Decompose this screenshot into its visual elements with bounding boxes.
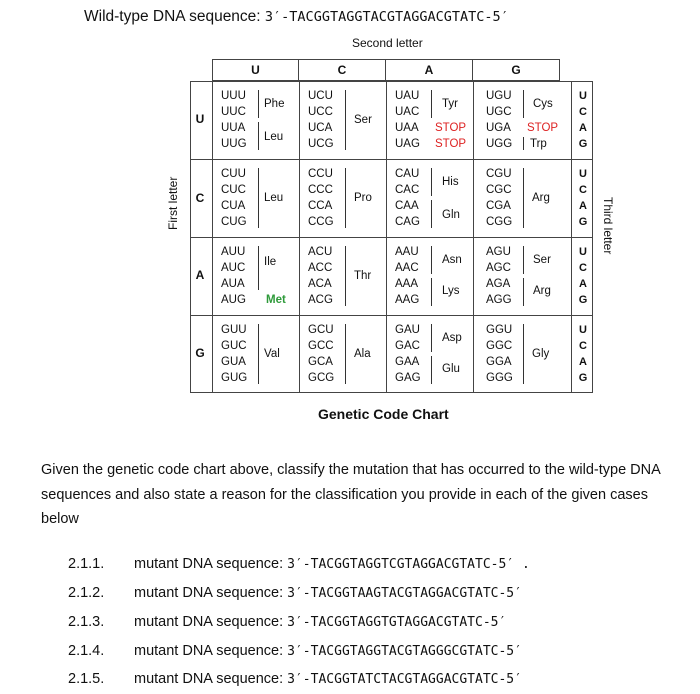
question-label: mutant DNA sequence: [134,643,284,659]
row-letter-u: U [195,112,205,126]
first-letter-label: First letter [166,176,180,230]
amino-acid-gln: Gln [442,209,460,221]
bracket-line [523,168,524,228]
mutant-sequence: 3′-TACGGTAAGTACGTAGGACGTATC-5′ [287,586,522,601]
amino-acid-phe: Phe [264,98,285,110]
amino-acid-cys: Cys [533,98,553,110]
amino-acid-glu: Glu [442,363,460,375]
mutant-sequence: 3′-TACGGTAGGTACGTAGGGCGTATC-5′ [287,644,522,659]
bracket-line [523,137,524,150]
amino-acid-pro: Pro [354,192,372,204]
codon-cell-uc [308,88,384,154]
bracket-line [523,324,524,384]
bracket-line [345,168,346,228]
codon-list: AAU AAC AAA AAG [395,246,420,306]
amino-acid-thr: Thr [354,270,372,282]
row-letter-g: G [195,346,205,360]
question-number: 2.1.1. [68,556,105,572]
stop-label: STOP [527,122,559,134]
amino-acid-leu: Leu [264,131,284,143]
codon-list: GCU GCC GCA GCG [308,324,335,384]
codon-cell-ua [395,88,471,154]
codon-list: GGU GGC GGA GGG [486,324,513,384]
bracket-line [431,168,432,196]
amino-acid-ser: Ser [533,254,551,266]
bracket-line [258,90,259,118]
codon-cell-ag [486,244,570,310]
codon-list: UUU UUC UUA UUG [221,90,247,150]
question-label: mutant DNA sequence: [134,585,284,601]
codon-cell-cc [308,166,384,232]
amino-acid-his: His [442,176,459,188]
third-letter-column: U C A G [578,324,588,384]
amino-acid-arg: Arg [533,285,551,297]
amino-acid-asp: Asp [442,332,462,344]
amino-acid-leu: Leu [264,192,284,204]
bracket-line [523,246,524,274]
codon-cell-ca [395,166,471,232]
codon-list: UAU UAC UAA UAG [395,90,420,150]
column-header-g: G [473,59,560,81]
question-label: mutant DNA sequence: [134,614,284,630]
amino-acid-arg: Arg [532,192,550,204]
column-header-u: U [212,59,299,81]
amino-acid-lys: Lys [442,285,460,297]
question-number: 2.1.4. [68,643,105,659]
third-letter-column: U C A G [578,246,588,306]
third-letter-label: Third letter [601,197,615,255]
amino-acid-gly: Gly [532,348,550,360]
wildtype-label: Wild-type DNA sequence: [84,8,261,25]
codon-cell-ga [395,322,471,388]
grid-divider [190,159,593,160]
column-header-a: A [386,59,473,81]
bracket-line [345,90,346,150]
question-label: mutant DNA sequence: [134,671,284,687]
bracket-line [258,122,259,150]
codon-cell-uu [221,88,297,154]
amino-acid-ala: Ala [354,348,371,360]
row-letter-c: C [195,191,205,205]
codon-list: CCU CCC CCA CCG [308,168,334,228]
row-letter-a: A [195,268,205,282]
bracket-line [431,278,432,306]
amino-acid-tyr: Tyr [442,98,458,110]
codon-list: CUU CUC CUA CUG [221,168,247,228]
instructions-paragraph: Given the genetic code chart above, classify the mutation that has occurred to the wild-type DNA sequences and also state a reason for the classification you provide in each of the given cases below [41,462,660,527]
bracket-line [258,246,259,290]
grid-divider [190,315,593,316]
codon-list: CGU CGC CGA CGG [486,168,513,228]
second-letter-label: Second letter [352,36,423,50]
question-number: 2.1.5. [68,671,105,687]
codon-list: AUU AUC AUA AUG [221,246,246,306]
codon-list: CAU CAC CAA CAG [395,168,420,228]
codon-cell-ac [308,244,384,310]
codon-list: ACU ACC ACA ACG [308,246,333,306]
question-number: 2.1.3. [68,614,105,630]
question-trail: . [514,557,530,572]
codon-list: AGU AGC AGA AGG [486,246,512,306]
codon-cell-cu [221,166,297,232]
codon-cell-ug [486,88,570,154]
amino-acid-trp: Trp [530,138,547,150]
codon-cell-gc [308,322,384,388]
grid-divider [190,237,593,238]
bracket-line [523,278,524,306]
third-letter-column: U C A G [578,90,588,150]
bracket-line [345,246,346,306]
codon-list: UGU UGC UGA UGG [486,90,513,150]
codon-cell-gg [486,322,570,388]
bracket-line [345,324,346,384]
bracket-line [258,324,259,384]
amino-acid-val: Val [264,348,280,360]
bracket-line [523,90,524,118]
wildtype-sequence: 3′-TACGGTAGGTACGTAGGACGTATC-5′ [264,9,509,25]
bracket-line [431,246,432,274]
codon-cell-cg [486,166,570,232]
stop-label: STOP [435,122,467,134]
question-number: 2.1.2. [68,585,105,601]
bracket-line [431,200,432,228]
bracket-line [258,168,259,228]
amino-acid-asn: Asn [442,254,462,266]
chart-caption: Genetic Code Chart [318,406,449,422]
column-header-c: C [299,59,386,81]
codon-list: GAU GAC GAA GAG [395,324,421,384]
bracket-line [431,324,432,352]
mutant-sequence: 3′-TACGGTATCTACGTAGGACGTATC-5′ [287,672,522,687]
bracket-line [431,356,432,384]
bracket-line [431,90,432,118]
mutant-sequence: 3′-TACGGTAGGTCGTAGGACGTATC-5′ [287,557,515,572]
third-letter-column: U C A G [578,168,588,228]
amino-acid-met: Met [266,294,286,306]
mutant-sequence: 3′-TACGGTAGGTGTAGGACGTATC-5′ [287,615,507,630]
codon-cell-aa [395,244,471,310]
wildtype-line [84,8,509,26]
amino-acid-ile: Ile [264,256,277,268]
amino-acid-ser: Ser [354,114,372,126]
stop-label: STOP [435,138,467,150]
question-label: mutant DNA sequence: [134,556,284,572]
codon-cell-au [221,244,297,310]
codon-cell-gu [221,322,297,388]
codon-list: UCU UCC UCA UCG [308,90,334,150]
codon-list: GUU GUC GUA GUG [221,324,248,384]
